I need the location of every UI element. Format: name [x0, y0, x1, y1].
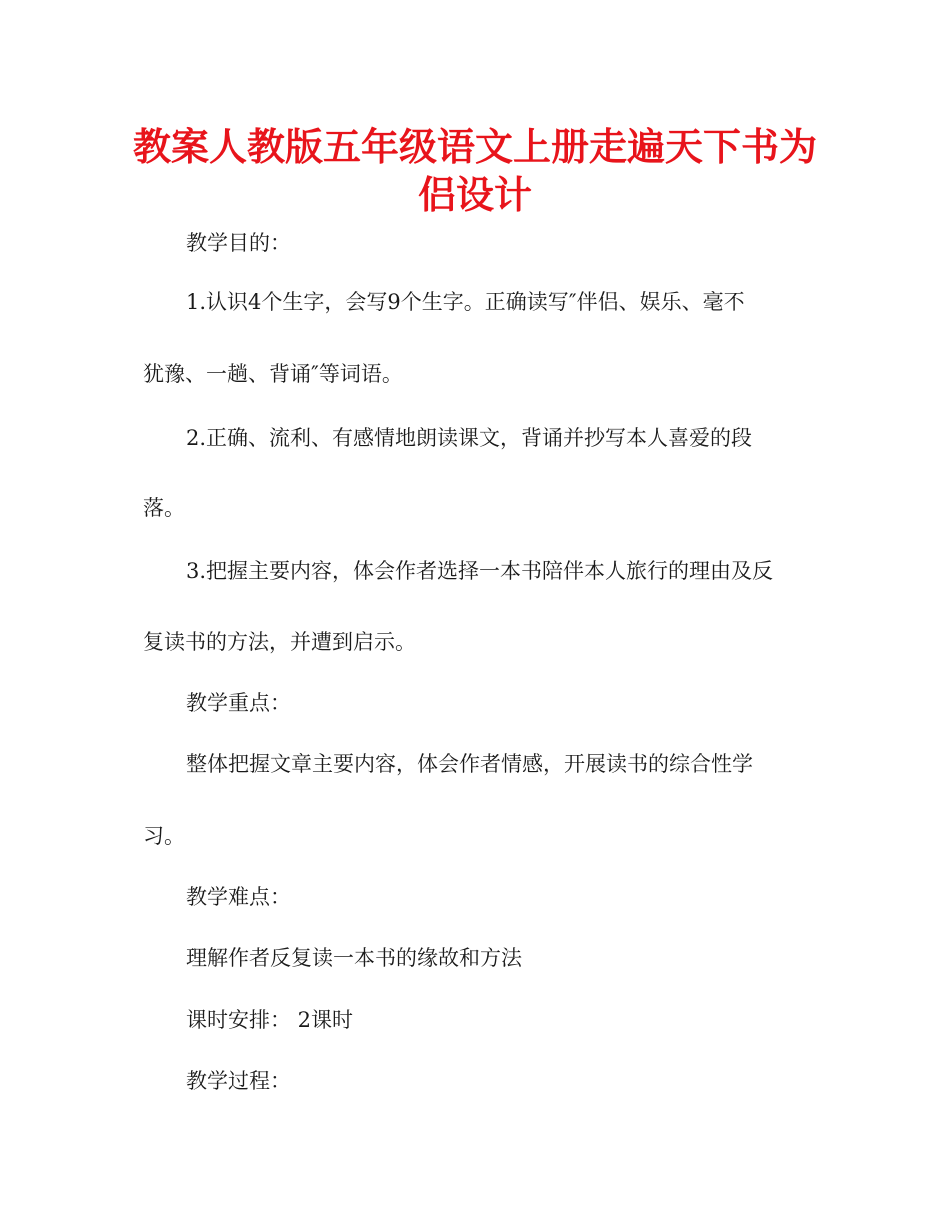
objective-2-line-2: 落。 — [143, 496, 185, 520]
section-heading-objectives: 教学目的： — [186, 231, 291, 255]
section-heading-difficulties: 教学难点： — [186, 885, 291, 909]
lesson-schedule: 课时安排： 2课时 — [186, 1008, 354, 1032]
objective-1-line-1: 1.认识4个生字，会写9个生字。正确读写″伴侣、娱乐、毫不 — [186, 290, 745, 314]
objective-3-line-2: 复读书的方法，并遭到启示。 — [143, 630, 416, 654]
objective-1-line-2: 犹豫、一趟、背诵″等词语。 — [143, 362, 403, 386]
objective-3-line-1: 3.把握主要内容，体会作者选择一本书陪伴本人旅行的理由及反 — [186, 559, 774, 583]
objective-2-line-1: 2.正确、流利、有感情地朗读课文，背诵并抄写本人喜爱的段 — [186, 426, 753, 450]
document-title-line-1: 教案人教版五年级语文上册走遍天下书为 — [132, 125, 817, 169]
section-heading-key-points: 教学重点： — [186, 691, 291, 715]
section-heading-process: 教学过程： — [186, 1069, 291, 1093]
key-points-line-1: 整体把握文章主要内容，体会作者情感，开展读书的综合性学 — [186, 752, 753, 776]
key-points-line-2: 习。 — [143, 824, 185, 848]
difficulties-text: 理解作者反复读一本书的缘故和方法 — [186, 946, 522, 970]
document-title-line-2: 侣设计 — [417, 173, 532, 217]
